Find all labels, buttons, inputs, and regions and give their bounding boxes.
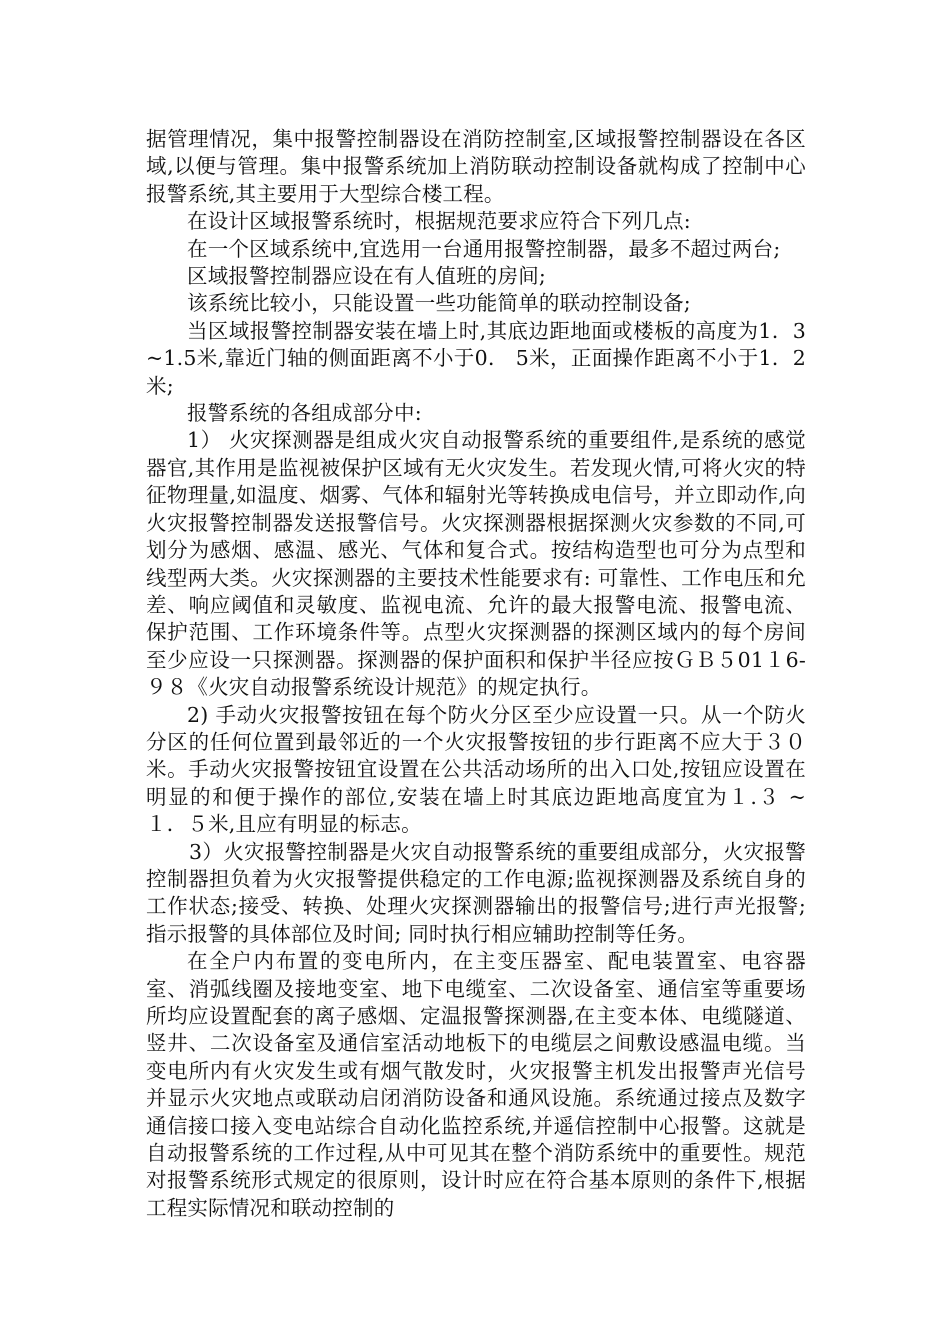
- paragraph-item-manual-button: 2) 手动火灾报警按钮在每个防火分区至少应设置一只。从一个防火分区的任何位置到最邻近的一个火灾报警按钮的步行距离不应大于３０米。手动火灾报警按钮宜设置在公共活动场所的出入口处,按钮应设置在明显的和便于操作的部位,安装在墙上时其底边距地高度宜为１.３ ~ １．５米,且应有明显的标志。: [146, 702, 806, 837]
- body-text: [146, 126, 806, 1222]
- paragraph-item-controller: 3）火灾报警控制器是火灾自动报警系统的重要组成部分，火灾报警控制器担负着为火灾报警提供稳定的工作电源;监视探测器及系统自身的工作状态;接受、转换、处理火灾探测器输出的报警信号;进行声光报警; 指示报警的具体部位及时间; 同时执行相应辅助控制等任务。: [146, 839, 806, 946]
- paragraph-rule-linkage: 该系统比较小，只能设置一些功能简单的联动控制设备;: [187, 291, 691, 316]
- paragraph-substation: 在全户内布置的变电所内，在主变压器室、配电装置室、电容器室、消弧线圈及接地变室、地下电缆室、二次设备室、通信室等重要场所均应设置配套的离子感烟、定温报警探测器,在主变本体、电缆隧道、竖井、二次设备室及通信室活动地板下的电缆层之间敷设感温电缆。当变电所内有火灾发生或有烟气散发时，火灾报警主机发出报警声光信号并显示火灾地点或联动启闭消防设备和通风设施。系统通过接点及数字通信接口接入变电站综合自动化监控系统,并遥信控制中心报警。这就是自动报警系统的工作过程,从中可见其在整个消防系统中的重要性。规范对报警系统形式规定的很原则，设计时应在符合基本原则的条件下,根据工程实际情况和联动控制的: [146, 949, 806, 1220]
- paragraph-components-intro: 报警系统的各组成部分中:: [187, 401, 422, 426]
- paragraph-item-detector: 1） 火灾探测器是组成火灾自动报警系统的重要组件,是系统的感觉器官,其作用是监视被保护区域有无火灾发生。若发现火情,可将火灾的特征物理量,如温度、烟雾、气体和辐射光等转换成电信号，并立即动作,向火灾报警控制器发送报警信号。火灾探测器根据探测火灾参数的不同,可划分为感烟、感温、感光、气体和复合式。按结构造型也可分为点型和线型两大类。火灾探测器的主要技术性能要求有: 可靠性、工作电压和允差、响应阈值和灵敏度、监视电流、允许的最大报警电流、报警电流、保护范围、工作环境条件等。点型火灾探测器的探测区域内的每个房间至少应设一只探测器。探测器的保护面积和保护半径应按ＧＢ５01１6-９８《火灾自动报警系统设计规范》的规定执行。: [146, 428, 806, 700]
- paragraph-continued: 据管理情况，集中报警控制器设在消防控制室,区域报警控制器设在各区域,以便与管理。集中报警系统加上消防联动控制设备就构成了控制中心报警系统,其主要用于大型综合楼工程。: [146, 127, 806, 206]
- paragraph-rule-mounting: 当区域报警控制器安装在墙上时,其底边距地面或楼板的高度为1．3 ~1.5米,靠近门轴的侧面距离不小于0． 5米，正面操作距离不小于1．2米;: [146, 318, 806, 398]
- paragraph-regional-intro: 在设计区域报警系统时，根据规范要求应符合下列几点:: [187, 209, 691, 234]
- paragraph-rule-controller-count: 在一个区域系统中,宜选用一台通用报警控制器，最多不超过两台;: [187, 236, 781, 261]
- paragraph-rule-duty-room: 区域报警控制器应设在有人值班的房间;: [187, 264, 547, 289]
